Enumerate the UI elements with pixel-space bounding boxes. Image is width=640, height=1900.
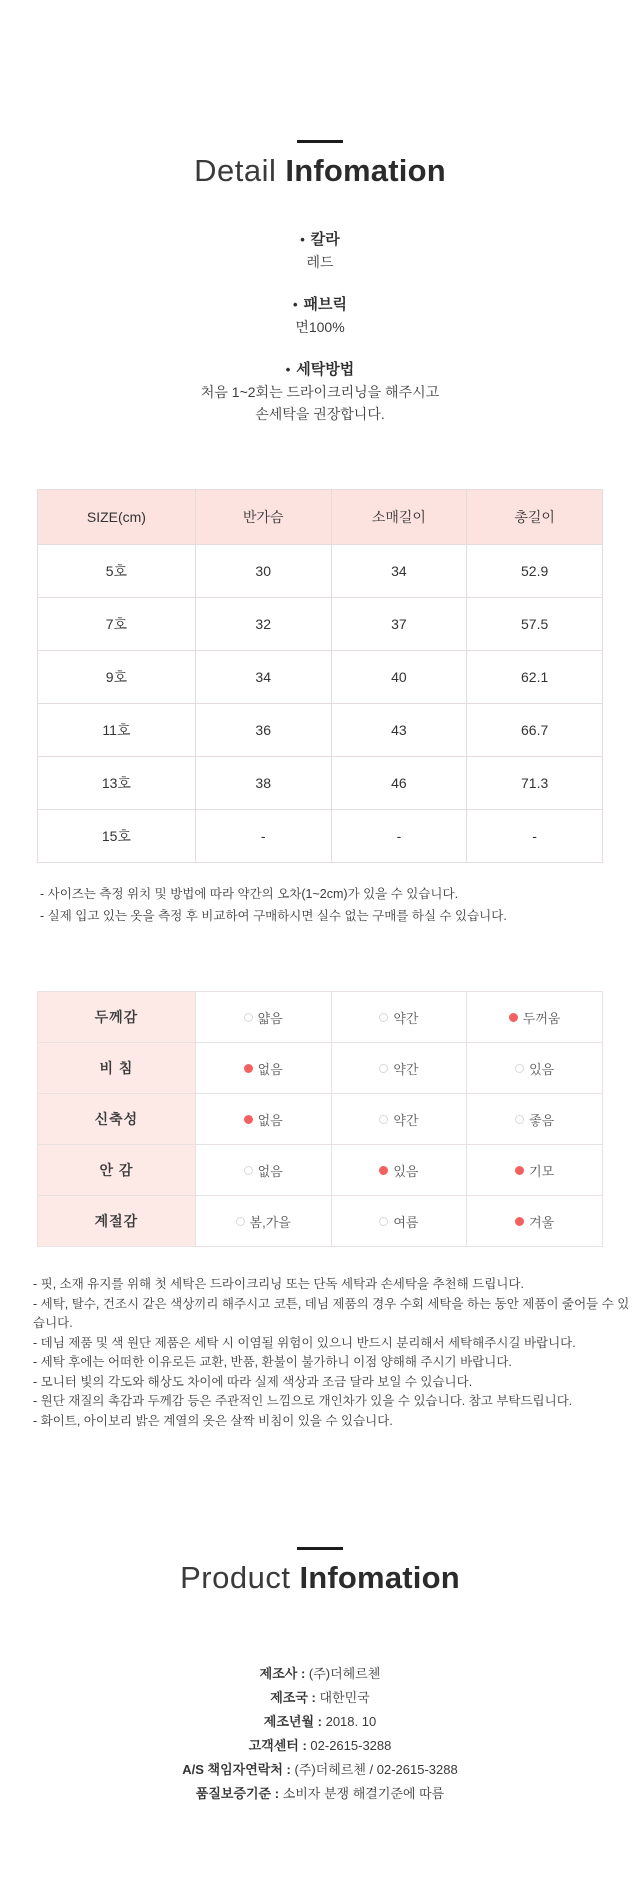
title-light-part: Detail: [194, 153, 277, 188]
radio-option[interactable]: [509, 1008, 561, 1027]
radio-option-label: 봄,가을: [249, 1214, 291, 1230]
care-note-line: - 세탁 후에는 어떠한 이유로든 교환, 반품, 환불이 불가하니 이점 양해해 주시기 바랍니다.: [33, 1355, 512, 1369]
radio-option[interactable]: [379, 1212, 418, 1231]
table-row: [38, 1145, 603, 1196]
radio-option-label: 얇음: [257, 1010, 283, 1026]
radio-option[interactable]: [244, 1161, 283, 1180]
size-cell: 66.7: [467, 704, 603, 757]
radio-dot: [379, 1013, 388, 1022]
title-bold-part: Infomation: [299, 1560, 460, 1595]
feature-label: 계절감: [38, 1196, 196, 1247]
radio-option-label: 두꺼움: [522, 1010, 561, 1026]
section-divider: [297, 140, 343, 143]
size-cell: 57.5: [467, 598, 603, 651]
title-bold-part: Infomation: [285, 153, 446, 188]
size-table: [37, 489, 603, 863]
size-cell: 71.3: [467, 757, 603, 810]
radio-dot: [244, 1115, 253, 1124]
size-table-header-row: [38, 490, 603, 545]
feature-table: [37, 991, 603, 1247]
radio-option[interactable]: [379, 1161, 418, 1180]
spec-value: 레드: [306, 254, 334, 270]
care-note-line: - 화이트, 아이보리 밝은 계열의 옷은 살짝 비침이 있을 수 있습니다.: [33, 1413, 393, 1428]
product-info-row: [0, 1662, 640, 1686]
size-cell: 36: [195, 704, 331, 757]
product-info-label: 제조년월 :: [264, 1714, 326, 1729]
bullet-icon: •: [300, 232, 305, 247]
table-row: [38, 1043, 603, 1094]
radio-option-label: 있음: [529, 1061, 555, 1077]
spec-value: 처음 1~2회는 드라이크리닝을 해주시고: [200, 384, 440, 400]
radio-option[interactable]: [379, 1059, 418, 1078]
table-row: [38, 1196, 603, 1247]
size-cell: 30: [195, 545, 331, 598]
radio-dot: [236, 1217, 245, 1226]
size-cell: 52.9: [467, 545, 603, 598]
size-col-header: 총길이: [467, 490, 603, 545]
product-info-row: [0, 1734, 640, 1758]
product-info-label: A/S 책임자연락처 :: [182, 1762, 294, 1777]
size-cell: 11호: [38, 704, 196, 757]
radio-option[interactable]: [379, 1008, 418, 1027]
product-info-row: [0, 1782, 640, 1806]
size-cell: 7호: [38, 598, 196, 651]
radio-option-label: 약간: [393, 1061, 419, 1077]
care-note-line: - 데님 제품 및 색 원단 제품은 세탁 시 이염될 위험이 있으니 반드시 분리해서 세탁해주시길 바랍니다.: [33, 1335, 576, 1350]
radio-dot: [379, 1166, 388, 1175]
radio-option[interactable]: [244, 1110, 283, 1129]
table-row: [38, 545, 603, 598]
feature-label: 비 침: [38, 1043, 196, 1094]
size-cell: 46: [331, 757, 467, 810]
size-cell: -: [467, 810, 603, 863]
product-info-row: [0, 1686, 640, 1710]
radio-option-label: 약간: [393, 1010, 419, 1026]
size-col-header: 소매길이: [331, 490, 467, 545]
title-light-part: Product: [180, 1560, 291, 1595]
product-info-value: 2018. 10: [325, 1714, 377, 1729]
radio-option[interactable]: [515, 1059, 554, 1078]
radio-option-label: 약간: [393, 1112, 419, 1128]
radio-dot: [515, 1115, 524, 1124]
spec-fabric: [0, 294, 640, 338]
care-note-line: - 세탁, 탈수, 건조시 같은 색상끼리 해주시고 코튼, 데님 제품의 경우 수회 세탁을 하는 동안 제품이 줄어들 수 있습니다.: [33, 1296, 630, 1330]
feature-label: 신축성: [38, 1094, 196, 1145]
detail-section-title: [0, 153, 640, 189]
radio-option[interactable]: [515, 1110, 554, 1129]
care-note-line: - 모니터 빛의 각도와 해상도 차이에 따라 실제 색상과 조금 달라 보일 수 있습니다.: [33, 1374, 473, 1389]
radio-option[interactable]: [236, 1212, 291, 1231]
radio-option[interactable]: [244, 1008, 283, 1027]
radio-option-label: 좋음: [529, 1112, 555, 1128]
size-cell: 5호: [38, 545, 196, 598]
spec-list: [0, 229, 640, 425]
spec-label: 패브릭: [303, 296, 348, 313]
care-notes: [33, 1275, 640, 1431]
table-row: [38, 1094, 603, 1145]
spec-value: 손세탁을 권장합니다.: [255, 406, 385, 422]
product-info-label: 품질보증기준 :: [196, 1786, 283, 1801]
product-info-row: [0, 1710, 640, 1734]
radio-option-label: 기모: [529, 1163, 555, 1179]
spec-label: 세탁방법: [296, 361, 355, 378]
size-note-line: - 실제 입고 있는 옷을 측정 후 비교하여 구매하시면 실수 없는 구매를 하실 수 있습니다.: [40, 909, 507, 923]
radio-option[interactable]: [515, 1161, 554, 1180]
spec-value: 면100%: [295, 319, 345, 335]
size-cell: 13호: [38, 757, 196, 810]
feature-label: 두께감: [38, 992, 196, 1043]
product-info-list: [0, 1662, 640, 1806]
section-divider: [297, 1547, 343, 1550]
care-note-line: - 핏, 소재 유지를 위해 첫 세탁은 드라이크리닝 또는 단독 세탁과 손세탁을 추천해 드립니다.: [33, 1277, 524, 1291]
product-info-label: 제조국 :: [270, 1690, 319, 1705]
table-row: [38, 992, 603, 1043]
radio-dot: [244, 1064, 253, 1073]
radio-dot: [379, 1115, 388, 1124]
size-cell: -: [331, 810, 467, 863]
radio-option[interactable]: [515, 1212, 554, 1231]
size-notes: [40, 883, 640, 927]
radio-dot: [379, 1064, 388, 1073]
radio-option-label: 있음: [393, 1163, 419, 1179]
size-cell: 9호: [38, 651, 196, 704]
size-col-header: SIZE(cm): [38, 490, 196, 545]
size-cell: 32: [195, 598, 331, 651]
product-info-value: (주)더헤르첸 / 02-2615-3288: [294, 1762, 458, 1777]
spec-label: 칼라: [310, 231, 340, 248]
product-info-label: 제조사 :: [260, 1666, 309, 1681]
product-info-label: 고객센터 :: [249, 1738, 311, 1753]
product-info-value: 02-2615-3288: [310, 1738, 392, 1753]
product-info-value: 대한민국: [319, 1690, 370, 1705]
size-note-line: - 사이즈는 측정 위치 및 방법에 따라 약간의 오차(1~2cm)가 있을 수 있습니다.: [40, 887, 459, 901]
radio-dot: [515, 1064, 524, 1073]
size-cell: 40: [331, 651, 467, 704]
radio-dot: [244, 1013, 253, 1022]
radio-option-label: 없음: [257, 1112, 283, 1128]
radio-dot: [515, 1217, 524, 1226]
table-row: [38, 598, 603, 651]
radio-dot: [509, 1013, 518, 1022]
product-info-value: (주)더헤르첸: [308, 1666, 381, 1681]
table-row: [38, 810, 603, 863]
radio-option-label: 여름: [393, 1214, 419, 1230]
size-col-header: 반가슴: [195, 490, 331, 545]
size-cell: 37: [331, 598, 467, 651]
radio-dot: [244, 1166, 253, 1175]
size-cell: 43: [331, 704, 467, 757]
radio-option-label: 없음: [257, 1061, 283, 1077]
spec-washing: [0, 359, 640, 425]
radio-option[interactable]: [244, 1059, 283, 1078]
size-cell: 62.1: [467, 651, 603, 704]
size-cell: 15호: [38, 810, 196, 863]
table-row: [38, 651, 603, 704]
size-cell: 38: [195, 757, 331, 810]
bullet-icon: •: [285, 362, 291, 377]
size-cell: 34: [331, 545, 467, 598]
product-info-row: [0, 1758, 640, 1782]
radio-option-label: 겨울: [529, 1214, 555, 1230]
table-row: [38, 757, 603, 810]
radio-option[interactable]: [379, 1110, 418, 1129]
product-section-title: [0, 1560, 640, 1596]
spec-color: [0, 229, 640, 273]
radio-dot: [379, 1217, 388, 1226]
care-note-line: - 원단 재질의 촉감과 두께감 등은 주관적인 느낌으로 개인차가 있을 수 있습니다. 참고 부탁드립니다.: [33, 1394, 573, 1408]
product-info-value: 소비자 분쟁 해결기준에 따름: [282, 1786, 445, 1801]
bullet-icon: •: [292, 297, 298, 312]
feature-label: 안 감: [38, 1145, 196, 1196]
size-cell: 34: [195, 651, 331, 704]
table-row: [38, 704, 603, 757]
radio-dot: [515, 1166, 524, 1175]
radio-option-label: 없음: [257, 1163, 283, 1179]
size-cell: -: [195, 810, 331, 863]
